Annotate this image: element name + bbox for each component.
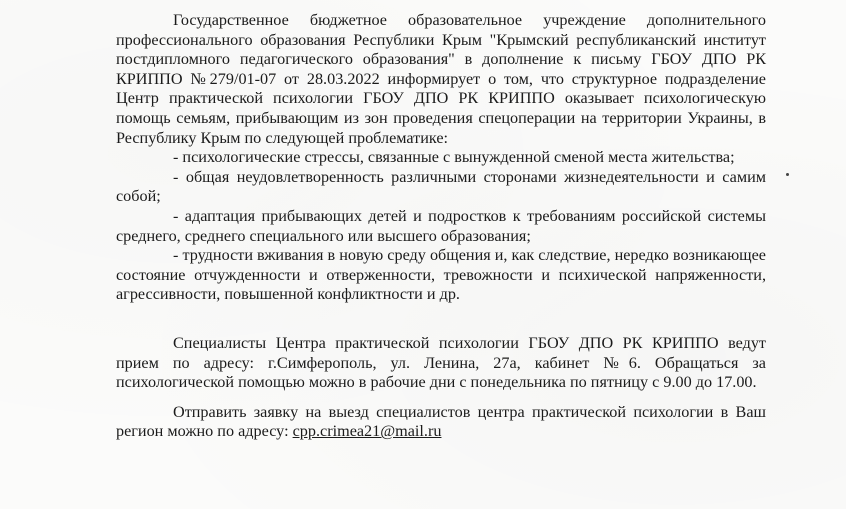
- request-text: Отправить заявку на выезд специалистов центра практической психологии в Ваш регион можно по адресу:: [116, 402, 766, 441]
- bullet-item-dissatisfaction: - общая неудовлетворенность различными сторонами жизнедеятельности и самим собой;: [116, 167, 766, 206]
- document-body: [116, 11, 766, 442]
- reception-paragraph: Специалисты Центра практической психологии ГБОУ ДПО РК КРИППО ведут прием по адресу: г.Симферополь, ул. Ленина, 27а, кабинет №6. Обращаться за психологической помощью можно в рабочие дни с понедельника по пятницу с 9.00 до 17.00.: [116, 333, 766, 392]
- paragraph-gap: [116, 305, 766, 334]
- bullet-item-difficulties: - трудности вживания в новую среду общения и, как следствие, нередко возникающее состояние отчужденности и отверженности, тревожности и психической напряженности, агрессивности, повышенной конфликтности и др.: [116, 246, 766, 304]
- bullet-item-stress: - психологические стрессы, связанные с вынужденной сменой места жительства;: [173, 148, 735, 167]
- scan-speck: [786, 173, 789, 176]
- paragraph-gap-small: [116, 393, 766, 403]
- email-link[interactable]: cpp.crimea21@mail.ru: [292, 422, 442, 441]
- request-paragraph: [116, 403, 766, 442]
- bullet-item-adaptation: - адаптация прибывающих детей и подростков к требованиям российской системы среднего, среднего специального или высшего образования;: [116, 206, 766, 245]
- intro-paragraph: Государственное бюджетное образовательное учреждение дополнительного профессионального образования Республики Крым "Крымский республиканский институт постдипломного педагогического образования" в дополнение к письму ГБОУ ДПО РК КРИППО №279/01-07 от 28.03.2022 информирует о том, что структурное подразделение Центр практической психологии ГБОУ ДПО РК КРИППО оказывает психологическую помощь семьям, прибывающим из зон проведения спецоперации на территории Украины, в Республику Крым по следующей проблематике:: [116, 11, 766, 147]
